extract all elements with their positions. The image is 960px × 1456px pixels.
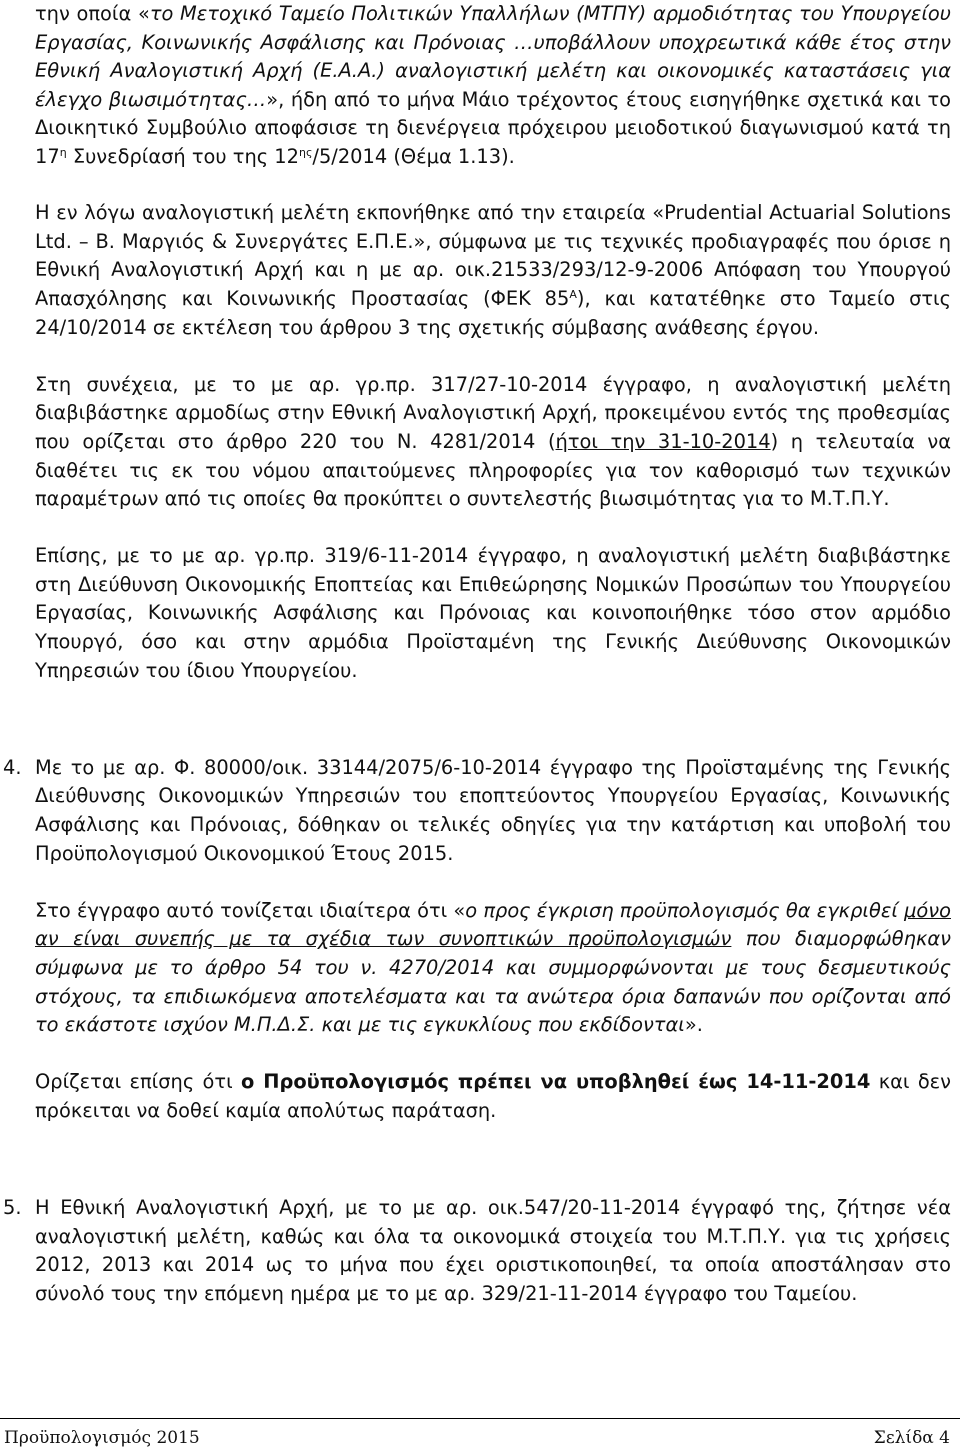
text-run: Α [569, 287, 577, 301]
text-run: Στο έγγραφο αυτό τονίζεται ιδιαίτερα ότι « [35, 898, 466, 922]
text-run: ». [684, 1013, 703, 1037]
paragraph-p4 [35, 542, 951, 685]
footer-page-number: Σελίδα 4 [873, 1428, 950, 1448]
text-run: ήτοι την 31-10-2014 [555, 429, 771, 453]
text-run: Στη συνέχεια, με το με αρ. γρ.πρ. 317/27-10-2014 έγγραφο, η αναλογιστική μελέτη διαβιβάστηκε αρμοδίως στην Εθνική Αναλογιστική Αρχή, προκειμένου εντός της προθεσμίας που ορίζεται στο άρθρο 220 του Ν. 4281/2014 ( [35, 372, 951, 453]
text-run: και δεν πρόκειται να δοθεί καμία απολύτως παράταση. [35, 1070, 951, 1122]
paragraph-p1 [35, 0, 951, 172]
text-run: ο Προϋπολογισμός πρέπει να υποβληθεί έως 14-11-2014 [240, 1070, 871, 1094]
text-run: Με το με αρ. Φ. 80000/οικ. 33144/2075/6-10-2014 έγγραφο της Προϊσταμένης της Γενικής Διεύθυνσης Οικονομικών Υπηρεσιών του εποπτεύοντος Υπουργείου Εργασίας, Κοινωνικής Ασφάλισης και Πρόνοιας, δόθηκαν οι τελικές οδηγίες για την κατάρτιση και υποβολή του Προϋπολογισμού Οικονομικού Έτους 2015. [35, 755, 951, 865]
text-run: ο προς έγκριση προϋπολογισμός θα εγκριθεί [465, 898, 905, 922]
text-run: που διαμορφώθηκαν σύμφωνα με το άρθρο 54 του ν. 4270/2014 και συμμορφώνονται με τους δεσμευτικούς στόχους, τα επιδιωκόμενα αποτελέσματα και τα ανώτερα όρια δαπανών που ορίζονται από το εκάστοτε ισχύον Μ.Π.Δ.Σ. και με τις εγκυκλίους που εκδίδονται [35, 927, 951, 1037]
text-run: η [59, 145, 67, 159]
text-run: Συνεδρίασή του της 12 [66, 144, 299, 168]
paragraph-p7 [35, 1068, 951, 1125]
text-run: το Μετοχικό Ταμείο Πολιτικών Υπαλλήλων (ΜΤΠΥ) αρμοδιότητας του Υπουργείου Εργασίας, Κοινωνικής Ασφάλισης και Πρόνοιας …υποβάλλουν υποχρεωτικά κάθε έτος στην Εθνική Αναλογιστική Αρχή (Ε.Α.Α.) αναλογιστική μελέτη και οικονομικές καταστάσεις για έλεγχο βιωσιμότητας… [35, 2, 951, 111]
footer-document-title: Προϋπολογισμός 2015 [4, 1428, 200, 1448]
text-run: Η εν λόγω αναλογιστική μελέτη εκπονήθηκε από την εταιρεία «Prudential Actuarial Solutions Ltd. – Β. Μαργιός & Συνεργάτες Ε.Π.Ε.», σύμφωνα με τις τεχνικές προδιαγραφές που όρισε η Εθνική Αναλογιστική Αρχή και η με αρ. οικ.21533/293/12-9-2006 Απόφαση του Υπουργού Απασχόλησης και Κοινωνικής Προστασίας (ΦΕΚ 85 [35, 201, 951, 310]
text-run: /5/2014 (Θέμα 1.13). [312, 144, 515, 168]
section-gap [35, 1154, 951, 1194]
text-run: ) η τελευταία να διαθέτει τις εκ του νόμου απαιτούμενες πληροφορίες για τον καθορισμό των τεχνικών παραμέτρων από τις οποίες θα προκύπτει ο συντελεστής βιωσιμότητας για το Μ.Τ.Π.Υ. [35, 429, 952, 511]
list-item-number: 5. [3, 1196, 22, 1220]
paragraph-p8 [3, 1194, 951, 1308]
list-item-number: 4. [3, 755, 22, 779]
section-gap [35, 714, 951, 754]
text-run: ), και κατατέθηκε στο Ταμείο στις 24/10/2014 σε εκτέλεση του άρθρου 3 της σχετικής σύμβασης ανάθεσης έργου. [35, 286, 951, 339]
text-run: Επίσης, με το με αρ. γρ.πρ. 319/6-11-2014 έγγραφο, η αναλογιστική μελέτη διαβιβάστηκε στη Διεύθυνση Οικονομικής Εποπτείας και Επιθεώρησης Νομικών Προσώπων του Υπουργείου Εργασίας, Κοινωνικής Ασφάλισης και Πρόνοιας και κοινοποιήθηκε τόσο στον αρμόδιο Υπουργό, όσο και στην αρμόδια Προϊσταμένη της Γενικής Διεύθυνσης Οικονομικών Υπηρεσιών του ίδιου Υπουργείου. [35, 544, 951, 682]
text-run: Ορίζεται επίσης ότι [35, 1070, 241, 1094]
paragraph-p2 [35, 199, 951, 342]
text-run: Η Εθνική Αναλογιστική Αρχή, με το με αρ. οικ.547/20-11-2014 έγγραφό της, ζήτησε νέα αναλογιστική μελέτη, καθώς και όλα τα οικονομικά στοιχεία του Μ.Τ.Π.Υ. για τις χρήσεις 2012, 2013 και 2014 ως το μήνα που έχει οριστικοποιηθεί, τα οποία αποστάλησαν στο σύνολό τους την επόμενη ημέρα με το με αρ. 329/21-11-2014 έγγραφο του Ταμείου. [35, 1196, 951, 1305]
text-run: την οποία « [35, 2, 150, 25]
paragraph-p6 [35, 897, 951, 1040]
footer-divider [0, 1418, 960, 1419]
paragraph-p5 [3, 754, 951, 868]
document-body [3, 0, 952, 1337]
text-run: », ήδη από το μήνα Μάιο τρέχοντος έτους εισηγήθηκε σχετικά και το Διοικητικό Συμβούλιο αποφάσισε τη διενέργεια πρόχειρου μειοδοτικού διαγωνισμού κατά τη 17 [35, 87, 951, 168]
text-run: ης [298, 145, 313, 159]
text-run: μόνο αν είναι συνεπής με τα σχέδια των συνοπτικών προϋπολογισμών [35, 898, 951, 951]
paragraph-p3 [35, 371, 951, 514]
